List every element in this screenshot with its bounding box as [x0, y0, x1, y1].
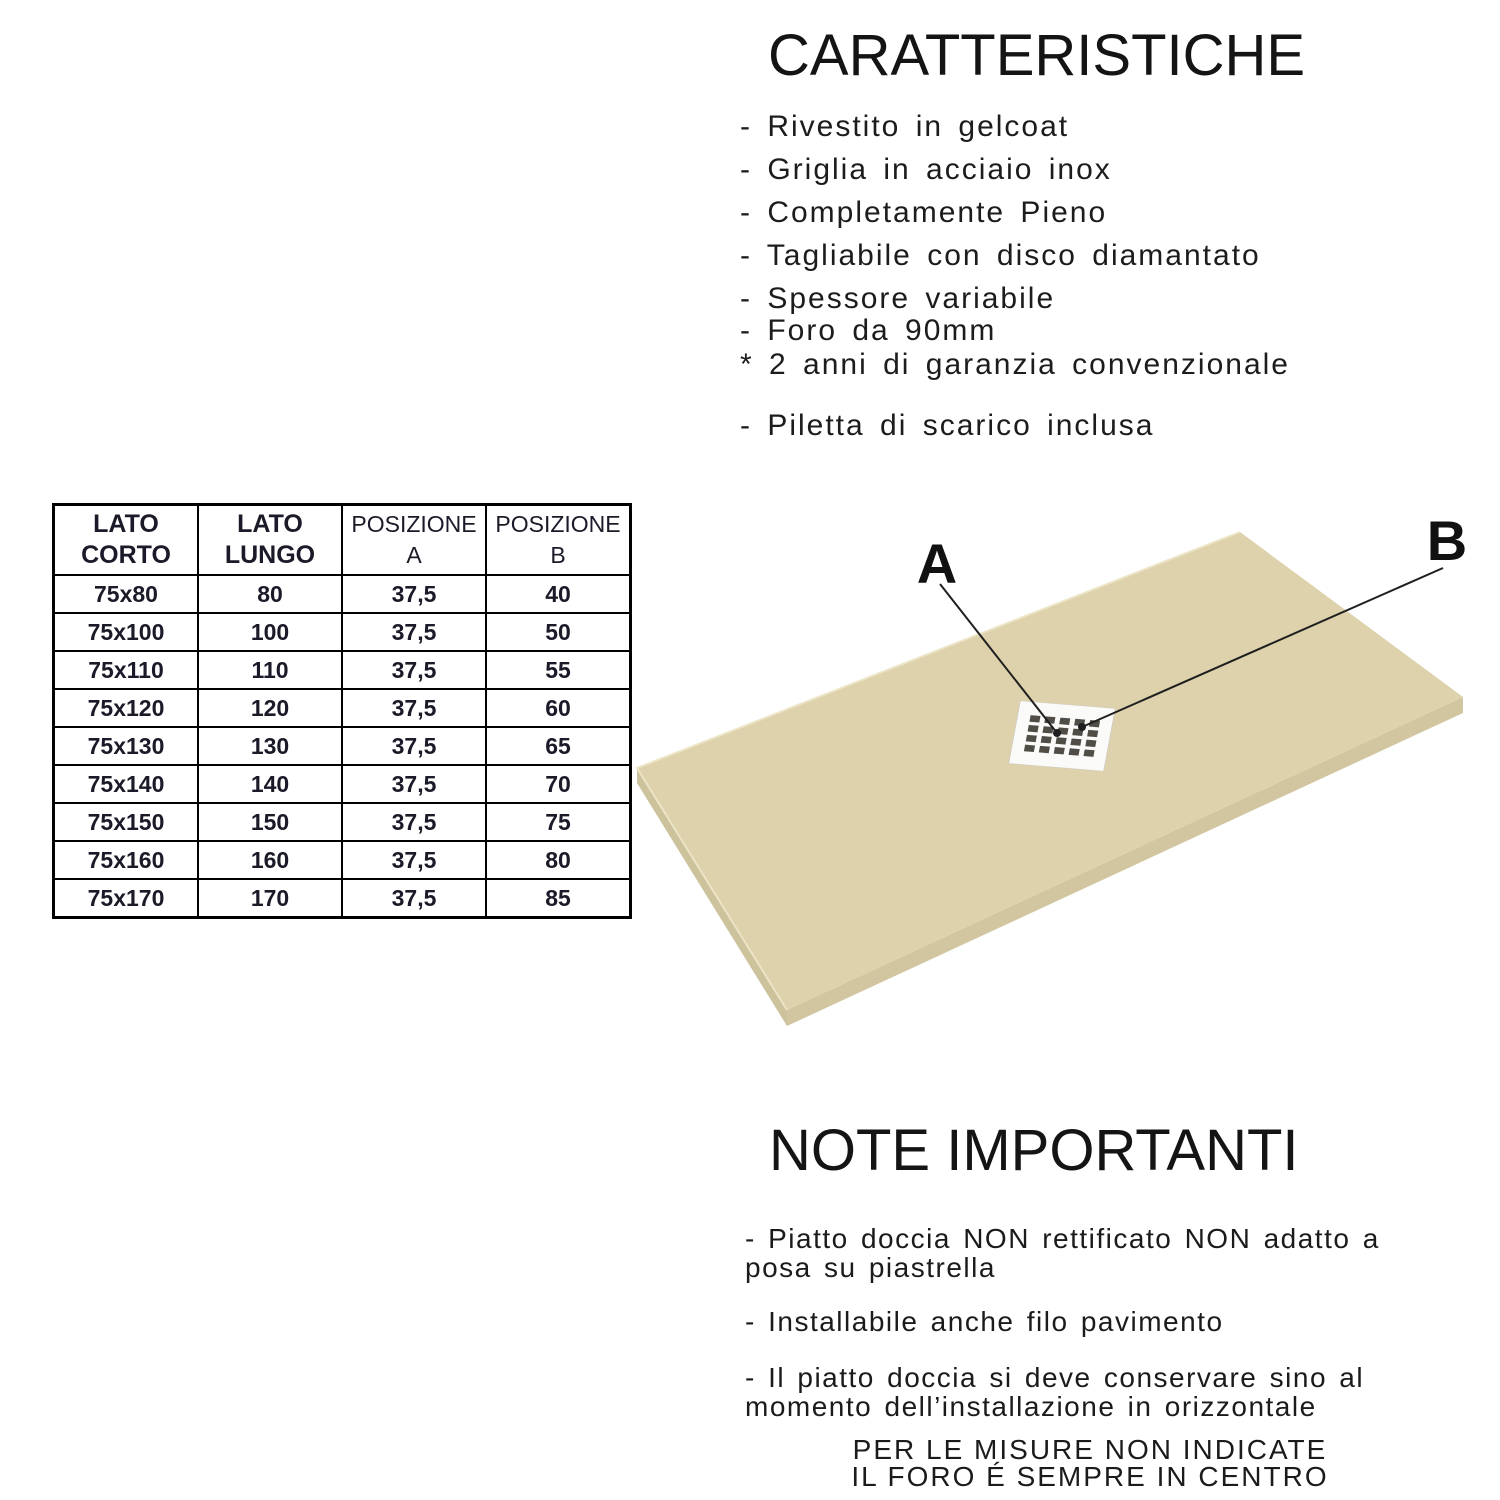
drain-hole [1056, 737, 1067, 744]
table-cell: 75x170 [54, 879, 199, 918]
drain-hole [1039, 746, 1050, 753]
table-row [54, 803, 631, 841]
table-cell: 75x150 [54, 803, 199, 841]
leader-dot-b [1078, 723, 1086, 731]
table-row [54, 841, 631, 879]
characteristic-item: - Piletta di scarico inclusa [740, 409, 1155, 442]
drain-hole [1070, 738, 1081, 745]
drain-hole [1085, 740, 1096, 747]
characteristics-title: CARATTERISTICHE [768, 23, 1306, 88]
characteristics-section [740, 24, 1460, 443]
notes-section [745, 1120, 1460, 1490]
drain-hole [1026, 735, 1037, 742]
table-cell: 130 [198, 727, 342, 765]
table-cell: 37,5 [342, 727, 486, 765]
characteristic-item: - Rivestito in gelcoat [740, 110, 1070, 143]
table-cell: 75x110 [54, 651, 199, 689]
characteristic-item: - Spessore variabile [740, 282, 1056, 315]
drain-hole [1024, 745, 1035, 752]
note-item: - Installabile anche filo pavimento [745, 1306, 1224, 1337]
table-header-cell: LATO CORTO [54, 505, 199, 576]
size-table [52, 503, 632, 919]
drain-hole [1083, 749, 1094, 756]
table-row [54, 727, 631, 765]
table-header-cell: POSIZIONE B [486, 505, 631, 576]
notes-footer: PER LE MISURE NON INDICATE IL FORO É SEMPRE IN CENTRO [851, 1434, 1329, 1492]
table-cell: 37,5 [342, 651, 486, 689]
table-cell: 75x120 [54, 689, 199, 727]
table-cell: 55 [486, 651, 631, 689]
drain-plate [1009, 701, 1116, 772]
table-cell: 75 [486, 803, 631, 841]
characteristics-list [740, 110, 1460, 443]
table-cell: 80 [486, 841, 631, 879]
note-item: - Il piatto doccia si deve conservare sino al momento dell’installazione in orizzontale [745, 1362, 1365, 1422]
drain-hole [1028, 725, 1039, 732]
shower-tray-diagram [560, 480, 1500, 1060]
leader-dot-a [1053, 729, 1061, 737]
table-cell: 37,5 [342, 765, 486, 803]
table-row [54, 689, 631, 727]
table-cell: 75x160 [54, 841, 199, 879]
table-cell: 160 [198, 841, 342, 879]
table-header-row [54, 505, 631, 576]
table-cell: 65 [486, 727, 631, 765]
drain-hole [1029, 715, 1040, 722]
table-header-cell: POSIZIONE A [342, 505, 486, 576]
table-cell: 110 [198, 651, 342, 689]
characteristic-item: - Griglia in acciaio inox [740, 153, 1112, 186]
table-cell: 80 [198, 575, 342, 613]
table-cell: 75x130 [54, 727, 199, 765]
table-cell: 37,5 [342, 575, 486, 613]
table-cell: 140 [198, 765, 342, 803]
table-cell: 170 [198, 879, 342, 918]
label-a: A [916, 532, 958, 595]
drain-hole [1054, 747, 1065, 754]
table-cell: 150 [198, 803, 342, 841]
table-cell: 60 [486, 689, 631, 727]
drain-hole [1087, 730, 1098, 737]
notes-title: NOTE IMPORTANTI [769, 1118, 1299, 1183]
table-cell: 37,5 [342, 613, 486, 651]
table-row [54, 879, 631, 918]
drain-hole [1059, 718, 1070, 725]
characteristic-item: * 2 anni di garanzia convenzionale [740, 348, 1290, 381]
characteristic-item: - Foro da 90mm [740, 314, 997, 347]
table-row [54, 575, 631, 613]
table-header-cell: LATO LUNGO [198, 505, 342, 576]
table-cell: 120 [198, 689, 342, 727]
characteristic-item: - Tagliabile con disco diamantato [740, 239, 1261, 272]
table-cell: 100 [198, 613, 342, 651]
note-item: - Piatto doccia NON rettificato NON adatto a posa su piastrella [745, 1223, 1380, 1283]
table-cell: 85 [486, 879, 631, 918]
table-cell: 37,5 [342, 879, 486, 918]
drain-hole [1041, 736, 1052, 743]
table-cell: 37,5 [342, 689, 486, 727]
table-cell: 37,5 [342, 803, 486, 841]
drain-hole [1069, 748, 1080, 755]
label-b: B [1426, 509, 1468, 572]
table-row [54, 613, 631, 651]
table-cell: 70 [486, 765, 631, 803]
table-cell: 50 [486, 613, 631, 651]
table-cell: 75x80 [54, 575, 199, 613]
characteristic-item: - Completamente Pieno [740, 196, 1108, 229]
table-row [54, 765, 631, 803]
tray-top-face [637, 532, 1463, 1010]
table-cell: 75x100 [54, 613, 199, 651]
table-cell: 37,5 [342, 841, 486, 879]
table-cell: 40 [486, 575, 631, 613]
drain [1009, 701, 1116, 772]
table-cell: 75x140 [54, 765, 199, 803]
table-row [54, 651, 631, 689]
